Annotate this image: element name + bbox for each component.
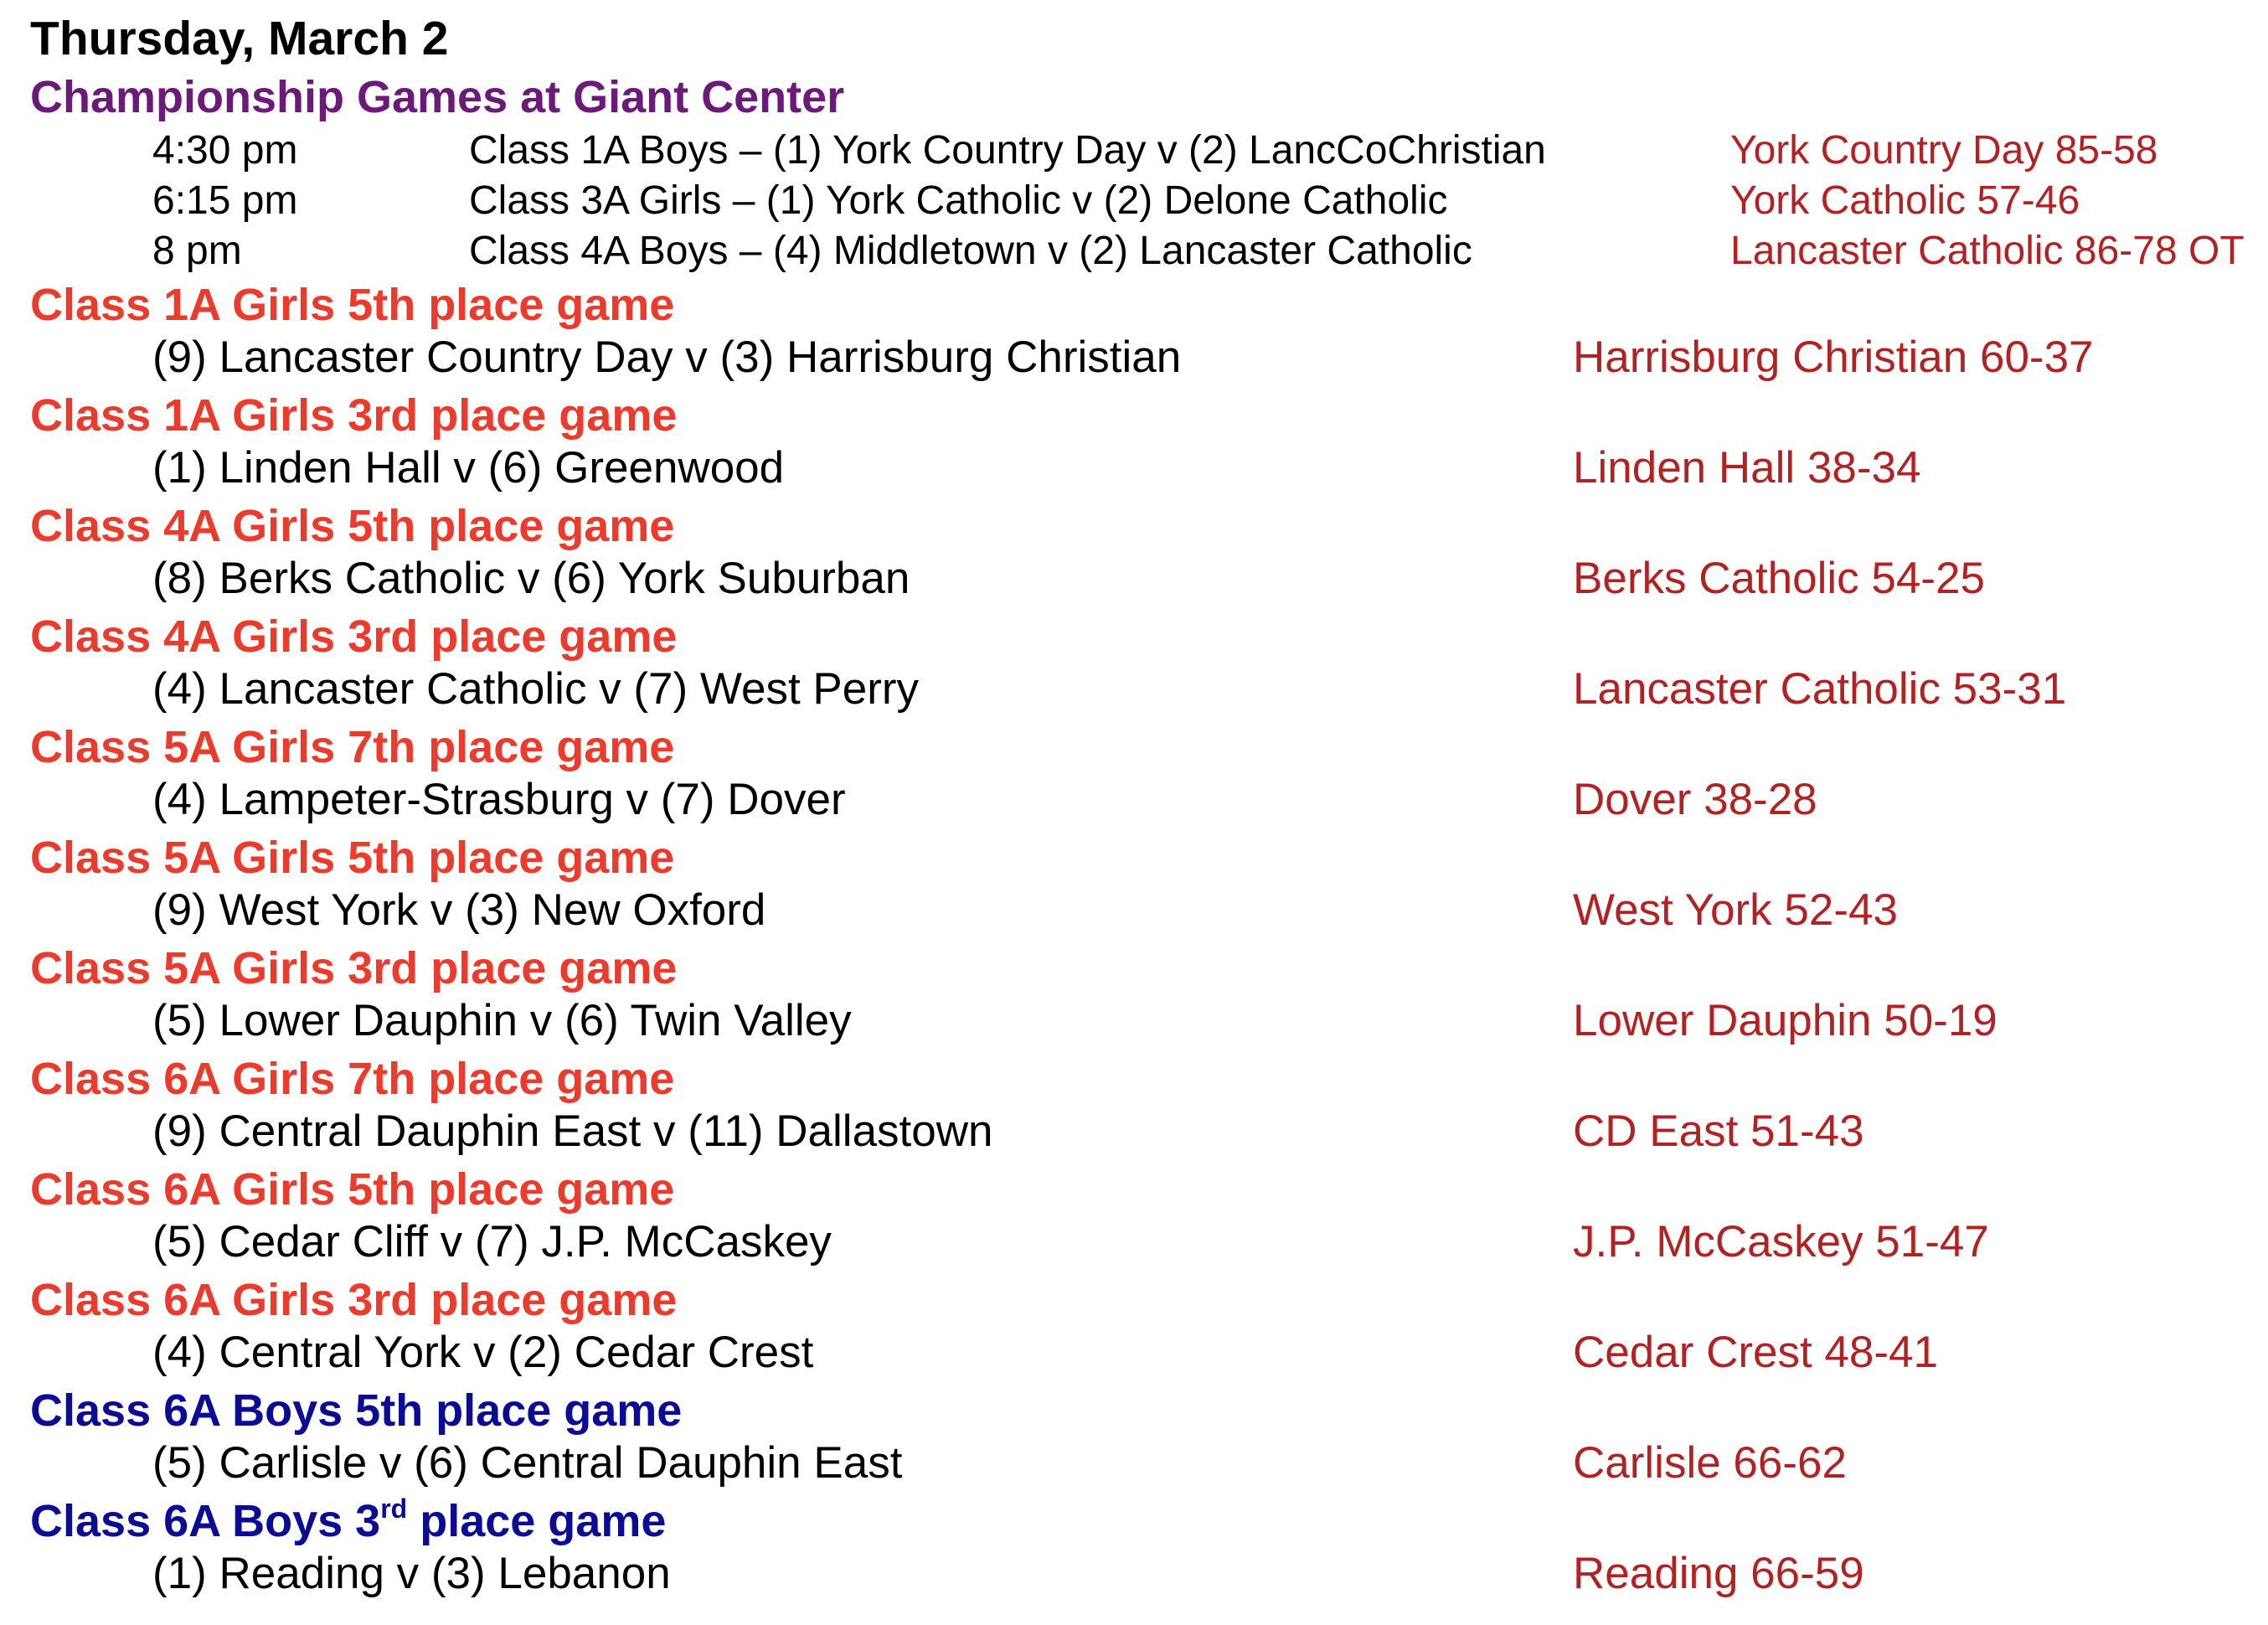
game-result: York Country Day 85-58 bbox=[1730, 128, 2158, 173]
game-row bbox=[0, 1436, 2268, 1491]
section-heading-text: Class 6A Girls 7th place game bbox=[30, 1054, 675, 1104]
championship-game-row bbox=[0, 176, 2268, 226]
game-matchup: Class 3A Girls – (1) York Catholic v (2) Delone Catholic bbox=[469, 178, 1448, 223]
game-row bbox=[0, 1104, 2268, 1159]
section-heading-text: Class 1A Girls 3rd place game bbox=[30, 390, 678, 441]
section-heading-text-end: place game bbox=[407, 1496, 667, 1546]
game-time: 4:30 pm bbox=[152, 128, 298, 173]
section-heading bbox=[30, 387, 677, 444]
section-heading bbox=[30, 608, 677, 665]
game-row bbox=[0, 1546, 2268, 1602]
section-heading bbox=[30, 1161, 674, 1218]
game-result: Reading 66-59 bbox=[1573, 1549, 1864, 1598]
section-heading-superscript: rd bbox=[380, 1493, 408, 1524]
game-matchup: Class 1A Boys – (1) York Country Day v (2) LancCoChristian bbox=[469, 128, 1546, 173]
game-row bbox=[0, 883, 2268, 938]
section-heading bbox=[30, 1272, 677, 1328]
section-heading-text: Class 6A Boys 5th place game bbox=[30, 1385, 683, 1436]
game-result: Cedar Crest 48-41 bbox=[1573, 1328, 1938, 1377]
section-heading-text: Class 6A Girls 5th place game bbox=[30, 1164, 675, 1215]
game-matchup: (4) Lancaster Catholic v (7) West Perry bbox=[152, 664, 920, 714]
section-heading-text: Class 5A Girls 5th place game bbox=[30, 833, 675, 883]
game-matchup: (5) Lower Dauphin v (6) Twin Valley bbox=[152, 996, 852, 1045]
game-row bbox=[0, 772, 2268, 828]
section-heading-text: Class 6A Boys 3 bbox=[30, 1496, 381, 1546]
date-heading: Thursday, March 2 bbox=[30, 12, 449, 65]
game-result: York Catholic 57-46 bbox=[1730, 178, 2080, 223]
game-matchup: (1) Reading v (3) Lebanon bbox=[152, 1549, 671, 1598]
game-result: Linden Hall 38-34 bbox=[1573, 443, 1921, 493]
section-heading-text: Class 4A Girls 3rd place game bbox=[30, 611, 678, 662]
game-result: Berks Catholic 54-25 bbox=[1573, 554, 1985, 603]
game-matchup: (9) Central Dauphin East v (11) Dallastown bbox=[152, 1107, 993, 1156]
game-matchup: (5) Carlisle v (6) Central Dauphin East bbox=[152, 1438, 903, 1488]
section-heading-text: Class 5A Girls 7th place game bbox=[30, 722, 675, 772]
game-result: Lancaster Catholic 86-78 OT bbox=[1730, 229, 2245, 273]
game-result: Dover 38-28 bbox=[1573, 775, 1817, 824]
section-heading bbox=[30, 1050, 674, 1107]
section-heading bbox=[30, 829, 674, 886]
section-heading bbox=[30, 498, 674, 555]
section-heading bbox=[30, 719, 674, 776]
game-row bbox=[0, 441, 2268, 496]
section-heading-text: Class 5A Girls 3rd place game bbox=[30, 943, 678, 993]
game-time: 6:15 pm bbox=[152, 178, 298, 223]
game-matchup: (4) Lampeter-Strasburg v (7) Dover bbox=[152, 775, 846, 824]
game-matchup: (5) Cedar Cliff v (7) J.P. McCaskey bbox=[152, 1217, 832, 1266]
game-matchup: (8) Berks Catholic v (6) York Suburban bbox=[152, 554, 910, 603]
game-matchup: (9) Lancaster Country Day v (3) Harrisburg Christian bbox=[152, 333, 1182, 382]
venue-heading: Championship Games at Giant Center bbox=[30, 72, 845, 122]
game-result: Lower Dauphin 50-19 bbox=[1573, 996, 1997, 1045]
game-result: Carlisle 66-62 bbox=[1573, 1438, 1847, 1488]
game-result: Harrisburg Christian 60-37 bbox=[1573, 333, 2094, 382]
game-result: CD East 51-43 bbox=[1573, 1107, 1864, 1156]
game-matchup: (9) West York v (3) New Oxford bbox=[152, 885, 766, 935]
championship-game-row bbox=[0, 226, 2268, 276]
section-heading-text: Class 4A Girls 5th place game bbox=[30, 501, 675, 551]
game-matchup: (4) Central York v (2) Cedar Crest bbox=[152, 1328, 814, 1377]
game-row bbox=[0, 993, 2268, 1049]
game-row bbox=[0, 330, 2268, 385]
championship-game-row bbox=[0, 126, 2268, 176]
game-result: West York 52-43 bbox=[1573, 885, 1898, 935]
section-heading bbox=[30, 940, 677, 997]
section-heading bbox=[30, 276, 674, 333]
game-result: J.P. McCaskey 51-47 bbox=[1573, 1217, 1989, 1266]
game-row bbox=[0, 551, 2268, 606]
game-matchup: Class 4A Boys – (4) Middletown v (2) Lancaster Catholic bbox=[469, 229, 1472, 273]
game-row bbox=[0, 1215, 2268, 1270]
section-heading bbox=[30, 1493, 666, 1550]
section-heading-text: Class 6A Girls 3rd place game bbox=[30, 1275, 678, 1325]
section-heading bbox=[30, 1382, 682, 1439]
section-heading-text: Class 1A Girls 5th place game bbox=[30, 280, 675, 330]
game-matchup: (1) Linden Hall v (6) Greenwood bbox=[152, 443, 785, 493]
game-result: Lancaster Catholic 53-31 bbox=[1573, 664, 2067, 714]
game-time: 8 pm bbox=[152, 229, 242, 273]
game-row bbox=[0, 1325, 2268, 1380]
game-row bbox=[0, 662, 2268, 717]
